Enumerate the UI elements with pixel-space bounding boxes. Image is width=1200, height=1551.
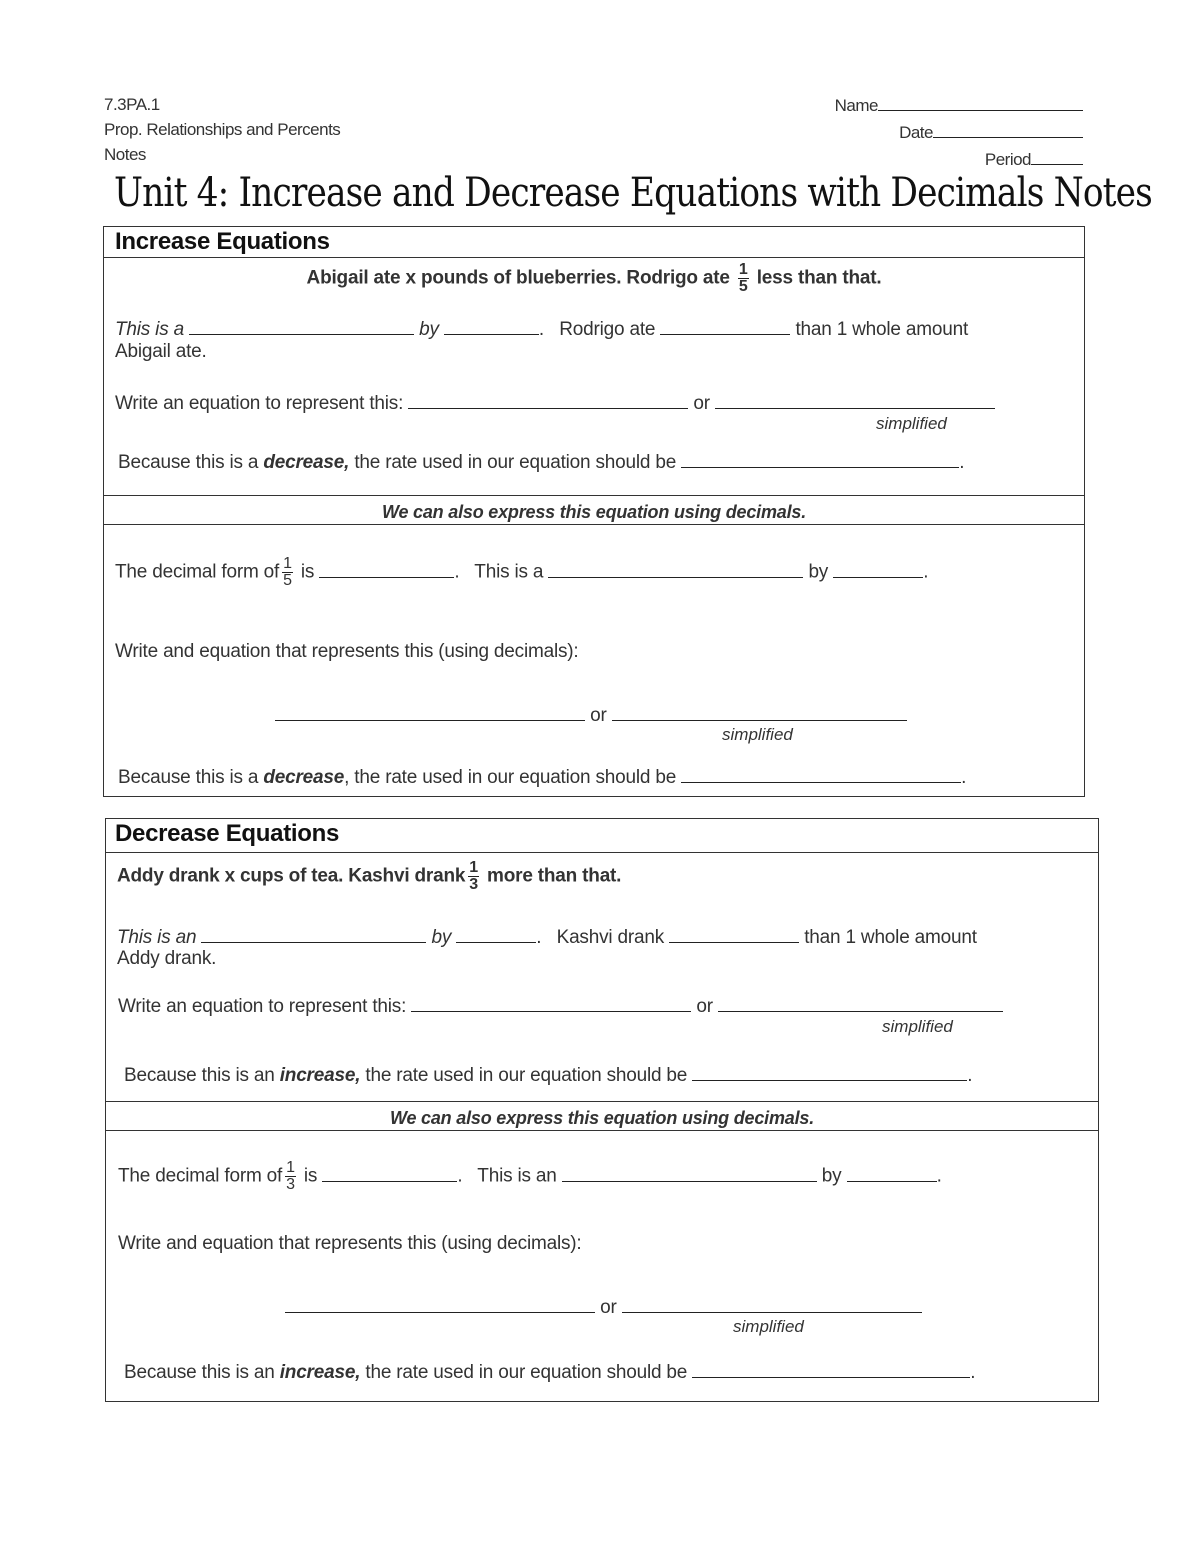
divider bbox=[105, 852, 1099, 853]
rate-blank[interactable] bbox=[681, 764, 961, 783]
rate-blank[interactable] bbox=[692, 1359, 970, 1378]
divider bbox=[105, 1101, 1099, 1102]
rate-blank[interactable] bbox=[681, 449, 959, 468]
fraction: $\frac{1}{5}$ bbox=[738, 261, 748, 295]
divider bbox=[103, 257, 1085, 258]
fill-line: This is an by . Kashvi drank than 1 whole amount bbox=[117, 924, 977, 949]
equation-blank[interactable] bbox=[408, 390, 688, 409]
divider bbox=[103, 495, 1085, 496]
course-code: 7.3PA.1 bbox=[104, 95, 160, 114]
section-heading: Decrease Equations bbox=[115, 820, 340, 847]
answer-blank[interactable] bbox=[322, 1163, 457, 1182]
fraction: $\frac{1}{3}$ bbox=[469, 859, 478, 893]
equation-blank[interactable] bbox=[411, 993, 691, 1012]
problem-statement: Abigail ate x pounds of blueberries. Rodrigo ate $\frac{1}{5}$ less than that. bbox=[306, 261, 882, 295]
fraction: $\frac{1}{3}$ bbox=[286, 1159, 295, 1193]
equation-blank[interactable] bbox=[275, 702, 585, 721]
fill-line: This is a by . Rodrigo ate than 1 whole amount bbox=[115, 316, 968, 341]
rate-line: Because this is a decrease, the rate used in our equation should be . bbox=[118, 449, 964, 474]
equation-line: Write an equation to represent this: or bbox=[118, 993, 1003, 1018]
decimal-line: The decimal form of $\frac{1}{3}$ is . This is an by . bbox=[118, 1159, 942, 1193]
doc-type: Notes bbox=[104, 145, 146, 164]
date-label: Date bbox=[899, 123, 933, 142]
rate-line: Because this is an increase, the rate used in our equation should be . bbox=[124, 1359, 975, 1384]
answer-blank[interactable] bbox=[833, 559, 923, 578]
period-field[interactable] bbox=[1031, 146, 1083, 165]
simplified-label: simplified bbox=[876, 414, 947, 433]
course-name: Prop. Relationships and Percents bbox=[104, 120, 341, 139]
decimals-heading: We can also express this equation using decimals. bbox=[389, 1108, 814, 1128]
simplified-label: simplified bbox=[722, 725, 793, 744]
problem-statement: Addy drank x cups of tea. Kashvi drank $\frac{1}{3}$ more than that. bbox=[117, 859, 622, 893]
simplified-label: simplified bbox=[733, 1317, 804, 1336]
answer-blank[interactable] bbox=[456, 924, 536, 943]
answer-blank[interactable] bbox=[660, 316, 790, 335]
divider bbox=[103, 524, 1085, 525]
decimal-line: The decimal form of $\frac{1}{5}$ is . This is a by . bbox=[115, 555, 929, 589]
section-heading: Increase Equations bbox=[115, 228, 330, 255]
equation-line: Write an equation to represent this: or bbox=[115, 390, 995, 415]
equation-blank[interactable] bbox=[612, 702, 907, 721]
name-field[interactable] bbox=[878, 92, 1083, 111]
rate-blank[interactable] bbox=[692, 1062, 967, 1081]
divider bbox=[105, 1130, 1099, 1131]
answer-blank[interactable] bbox=[189, 316, 414, 335]
decimal-equation-prompt: Write and equation that represents this (using decimals): bbox=[115, 641, 579, 662]
answer-blank[interactable] bbox=[201, 924, 426, 943]
name-label: Name bbox=[834, 96, 878, 115]
header-right bbox=[835, 92, 1083, 173]
answer-blank[interactable] bbox=[548, 559, 803, 578]
rate-line: Because this is an increase, the rate used in our equation should be . bbox=[124, 1062, 972, 1087]
equation-blank[interactable] bbox=[285, 1294, 595, 1313]
simplified-label: simplified bbox=[882, 1017, 953, 1036]
fill-line-cont: Abigail ate. bbox=[115, 341, 207, 362]
answer-blank[interactable] bbox=[444, 316, 539, 335]
fraction: $\frac{1}{5}$ bbox=[283, 555, 292, 589]
answer-blank[interactable] bbox=[847, 1163, 937, 1182]
decimal-equation-line: or bbox=[285, 1294, 922, 1319]
page-title: Unit 4: Increase and Decrease Equations with Decimals Notes bbox=[114, 170, 1152, 216]
answer-blank[interactable] bbox=[669, 924, 799, 943]
rate-line: Because this is a decrease, the rate used in our equation should be . bbox=[118, 764, 966, 789]
period-label: Period bbox=[984, 150, 1031, 169]
decimals-heading: We can also express this equation using decimals. bbox=[381, 502, 806, 522]
fill-line-cont: Addy drank. bbox=[117, 948, 217, 969]
header-left bbox=[104, 92, 340, 167]
decimal-equation-line: or bbox=[275, 702, 907, 727]
answer-blank[interactable] bbox=[319, 559, 454, 578]
equation-blank[interactable] bbox=[622, 1294, 922, 1313]
answer-blank[interactable] bbox=[562, 1163, 817, 1182]
decimal-equation-prompt: Write and equation that represents this (using decimals): bbox=[118, 1233, 582, 1254]
date-field[interactable] bbox=[933, 119, 1083, 138]
equation-blank[interactable] bbox=[715, 390, 995, 409]
equation-blank[interactable] bbox=[718, 993, 1003, 1012]
